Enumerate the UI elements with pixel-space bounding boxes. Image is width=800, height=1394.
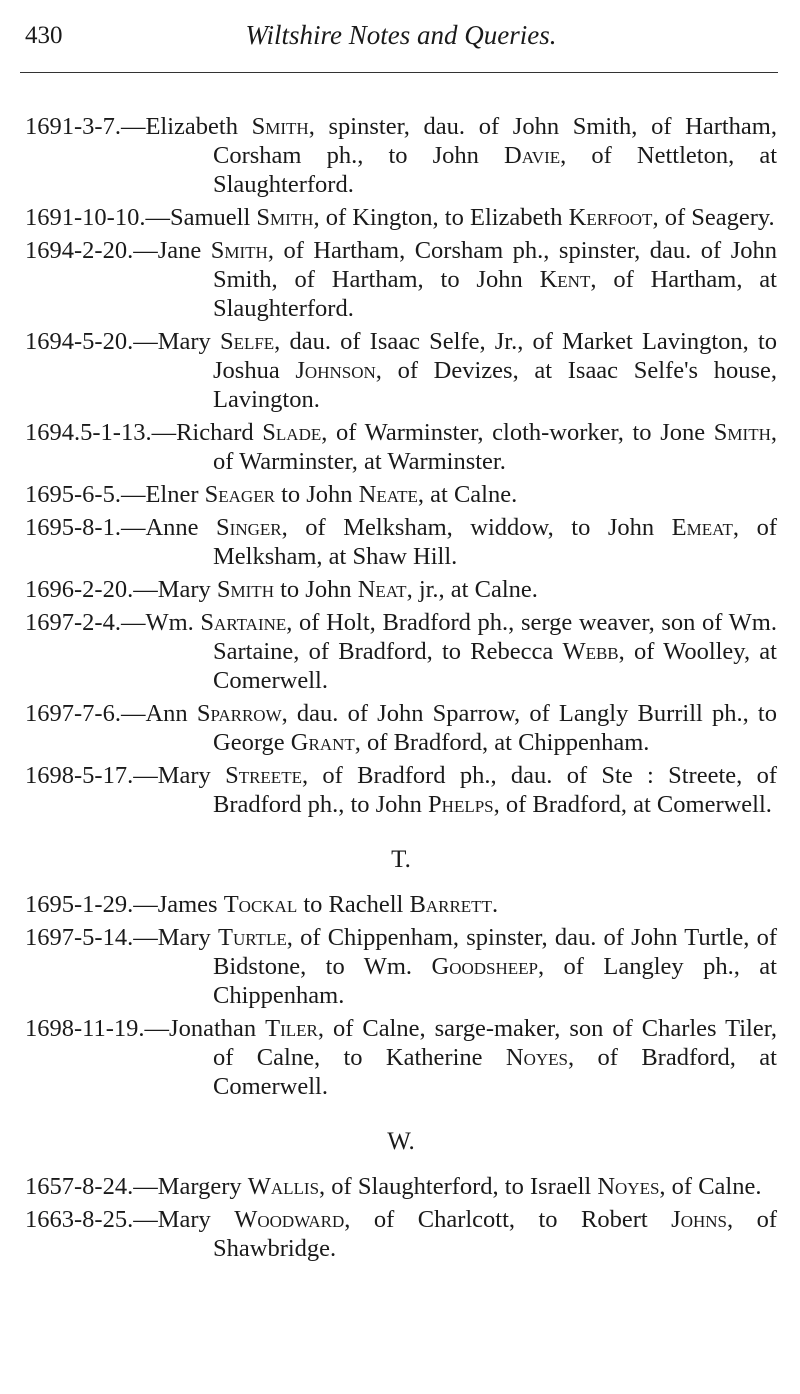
- entry-text: Mary: [157, 924, 218, 951]
- entry-text: James: [157, 891, 224, 918]
- surname: Smith: [210, 237, 268, 264]
- entry-text: , of Hartham, at Slaughterford.: [213, 266, 777, 322]
- entry-text: , dau. of John Sparrow, of Langly Burrill ph., to George: [213, 700, 777, 756]
- entry-date: 1691-3-7.—: [25, 113, 146, 140]
- entry-text: Elizabeth: [145, 113, 252, 140]
- marriage-entry: [25, 203, 777, 232]
- entry-text: , of Calne.: [659, 1173, 762, 1200]
- entry-text: Mary: [157, 1206, 235, 1233]
- entry-text: Margery: [157, 1173, 248, 1200]
- header-rule: [20, 72, 778, 73]
- entry-text: Wm.: [145, 609, 201, 636]
- surname: Tockal: [223, 891, 298, 918]
- marriage-entry: [25, 327, 777, 414]
- entry-date: 1694-5-20.—: [25, 328, 158, 355]
- marriage-entry: [25, 575, 777, 604]
- entry-date: 1657-8-24.—: [25, 1173, 158, 1200]
- surname: Kent: [539, 266, 591, 293]
- entry-date: 1691-10-10.—: [25, 204, 170, 231]
- entry-text: , of Bradford, at Chippenham.: [354, 729, 650, 756]
- surname: Turtle: [218, 924, 287, 951]
- surname: Grant: [290, 729, 355, 756]
- surname: Kerfoot: [568, 204, 653, 231]
- entry-text: Jonathan: [169, 1015, 266, 1042]
- entry-text: Anne: [145, 514, 217, 541]
- surname: Streete: [225, 762, 302, 789]
- entry-date: 1696-2-20.—: [25, 576, 158, 603]
- entry-text: Ann: [145, 700, 197, 727]
- surname: Noyes: [505, 1044, 569, 1071]
- marriage-entry: [25, 699, 777, 757]
- entry-text: Jane: [157, 237, 211, 264]
- surname: Smith: [713, 419, 771, 446]
- surname: Wallis: [247, 1173, 320, 1200]
- entry-text: to John: [273, 576, 358, 603]
- entry-text: Richard: [176, 419, 263, 446]
- entry-text: , of Nettleton, at Slaughterford.: [213, 142, 777, 198]
- section-heading: T.: [391, 846, 411, 873]
- surname: Davie: [504, 142, 561, 169]
- entry-text: Mary: [157, 328, 220, 355]
- entry-date: 1663-8-25.—: [25, 1206, 158, 1233]
- surname: Sartaine: [200, 609, 287, 636]
- surname: Noyes: [597, 1173, 660, 1200]
- entry-text: Samuell: [169, 204, 257, 231]
- entry-date: 1697-2-4.—: [25, 609, 146, 636]
- surname: Neate: [358, 481, 418, 508]
- surname: Johns: [671, 1206, 727, 1233]
- surname: Sparrow: [196, 700, 282, 727]
- entry-text: , of Hartham, Corsham ph., spinster, dau. of John Smith, of Hartham, to John: [213, 237, 777, 293]
- surname: Woodward: [234, 1206, 345, 1233]
- entry-date: 1695-6-5.—: [25, 481, 146, 508]
- entry-text: , of Kington, to Elizabeth: [313, 204, 569, 231]
- marriage-entries: [25, 112, 777, 1267]
- entry-date: 1694-2-20.—: [25, 237, 158, 264]
- surname: Goodsheep: [431, 953, 538, 980]
- surname: Seager: [204, 481, 275, 508]
- entry-text: , of Seagery.: [652, 204, 775, 231]
- entry-text: , dau. of Isaac Selfe, Jr., of Market Lavington, to Joshua: [213, 328, 777, 384]
- marriage-entry: [25, 513, 777, 571]
- entry-text: , of Devizes, at Isaac Selfe's house, Lavington.: [213, 357, 777, 413]
- entry-text: , of Charlcott, to Robert: [344, 1206, 672, 1233]
- marriage-entry: [25, 236, 777, 323]
- entry-text: , of Chippenham, spinster, dau. of John Turtle, of Bidstone, to Wm.: [213, 924, 777, 980]
- marriage-entry: [25, 608, 777, 695]
- running-header: [25, 18, 777, 58]
- entry-text: , of Slaughterford, to Israell: [319, 1173, 598, 1200]
- surname: Webb: [562, 638, 619, 665]
- surname: Singer: [216, 514, 282, 541]
- page-number: 430: [25, 22, 63, 49]
- entry-text: , of Langley ph., at Chippenham.: [213, 953, 777, 1009]
- entry-date: 1697-7-6.—: [25, 700, 146, 727]
- entry-text: , of Calne, sarge-maker, son of Charles Tiler, of Calne, to Katherine: [213, 1015, 778, 1071]
- marriage-entry: [25, 1205, 777, 1263]
- entry-text: , of Bradford, at Comerwell.: [493, 791, 772, 818]
- surname: Smith: [251, 113, 309, 140]
- surname: Slade: [262, 419, 322, 446]
- marriage-entry: [25, 761, 777, 819]
- entry-text: , of Bradford, at Comerwell.: [213, 1044, 777, 1100]
- entry-date: 1698-5-17.—: [25, 762, 158, 789]
- entry-date: 1694.5-1-13.—: [25, 419, 177, 446]
- marriage-entry: [25, 480, 777, 509]
- entry-text: to Rachell: [297, 891, 410, 918]
- running-title: Wiltshire Notes and Queries.: [245, 20, 557, 50]
- entry-text: , of Woolley, at Comerwell.: [213, 638, 777, 694]
- entry-text: , of Warminster, cloth-worker, to Jone: [321, 419, 714, 446]
- entry-date: 1695-1-29.—: [25, 891, 158, 918]
- marriage-entry: [25, 890, 777, 919]
- surname: Phelps: [428, 791, 494, 818]
- surname: Johnson: [295, 357, 376, 384]
- entry-text: Mary: [157, 762, 226, 789]
- marriage-entry: [25, 418, 777, 476]
- entry-text: , at Calne.: [417, 481, 518, 508]
- entry-text: , of Warminster, at Warminster.: [213, 419, 777, 475]
- entry-text: Elner: [145, 481, 205, 508]
- surname: Smith: [216, 576, 274, 603]
- marriage-entry: [25, 112, 777, 199]
- entry-text: , of Melksham, at Shaw Hill.: [213, 514, 777, 570]
- entry-text: , of Holt, Bradford ph., serge weaver, son of Wm. Sartaine, of Bradford, to Rebecca: [213, 609, 777, 665]
- entry-text: , jr., at Calne.: [406, 576, 538, 603]
- surname: Barrett: [409, 891, 492, 918]
- surname: Selfe: [219, 328, 275, 355]
- entry-text: , of Bradford ph., dau. of Ste : Streete, of Bradford ph., to John: [213, 762, 777, 818]
- entry-text: .: [491, 891, 499, 918]
- entry-text: to John: [274, 481, 359, 508]
- surname: Emeat: [671, 514, 733, 541]
- surname: Neat: [357, 576, 407, 603]
- entry-date: 1697-5-14.—: [25, 924, 158, 951]
- entry-text: , of Shawbridge.: [213, 1206, 777, 1262]
- section-heading: W.: [387, 1128, 415, 1155]
- surname: Smith: [256, 204, 314, 231]
- marriage-entry: [25, 923, 777, 1010]
- entry-date: 1698-11-19.—: [25, 1015, 170, 1042]
- entry-text: , of Melksham, widdow, to John: [281, 514, 672, 541]
- marriage-entry: [25, 1172, 777, 1201]
- entry-text: , spinster, dau. of John Smith, of Hartham, Corsham ph., to John: [213, 113, 777, 169]
- entry-text: Mary: [157, 576, 217, 603]
- entry-date: 1695-8-1.—: [25, 514, 146, 541]
- marriage-entry: [25, 1014, 777, 1101]
- surname: Tiler: [265, 1015, 318, 1042]
